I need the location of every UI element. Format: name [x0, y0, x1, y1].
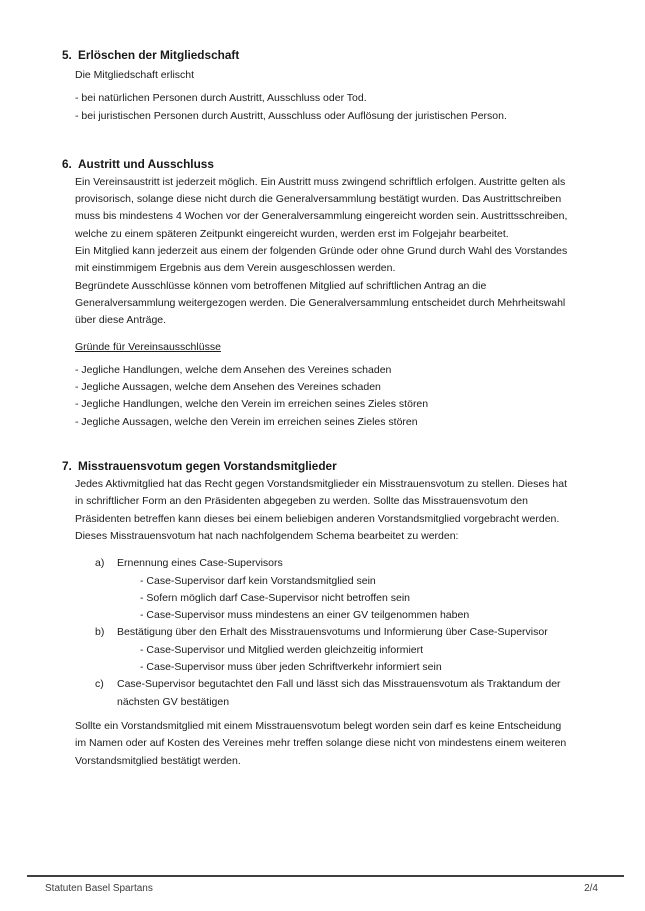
section-6	[62, 155, 589, 431]
section-7-title: Misstrauensvotum gegen Vorstandsmitglieder	[78, 459, 337, 474]
outline-item-label: b)	[95, 626, 105, 639]
bullet-item: - Jegliche Aussagen, welche den Verein im erreichen seines Zieles stören	[75, 415, 418, 428]
outline-sub-item: - Case-Supervisor muss über jeden Schriftverkehr informiert sein	[140, 661, 442, 674]
bullet-item: - Jegliche Handlungen, welche dem Ansehen des Vereines schaden	[75, 363, 392, 376]
outline-sub-item: - Case-Supervisor darf kein Vorstandsmitglied sein	[140, 574, 376, 587]
bullet-item: - bei natürlichen Personen durch Austritt, Ausschluss oder Tod.	[75, 92, 367, 105]
outline-item-label: c)	[95, 678, 104, 691]
page-footer	[27, 875, 624, 895]
section-5-title: Erlöschen der Mitgliedschaft	[78, 48, 240, 62]
section-6-heading	[62, 155, 589, 173]
bullet-item: - Jegliche Aussagen, welche dem Ansehen des Vereines schaden	[75, 381, 381, 394]
outline-sub-item: - Case-Supervisor und Mitglied werden gleichzeitig informiert	[140, 643, 424, 656]
section-7-heading	[62, 457, 589, 475]
paragraph: Ein Mitglied kann jederzeit aus einem der folgenden Gründe oder ohne Grund durch Wahl des Vorstandes mit einstimmigem Ergebnis aus dem Verein ausgeschlossen werden.	[75, 245, 568, 275]
section-5	[62, 46, 589, 125]
section-5-intro: Die Mitgliedschaft erlischt	[75, 69, 195, 81]
section-5-number: 5.	[62, 48, 72, 62]
section-7-body	[75, 476, 575, 545]
outline-sub-item: - Sofern möglich darf Case-Supervisor nicht betroffen sein	[140, 591, 411, 604]
outline-item-b	[95, 624, 582, 641]
section-7	[62, 457, 589, 770]
outline-sub-item: - Case-Supervisor muss mindestens an einer GV teilgenommen haben	[140, 609, 470, 622]
section-7-number: 7.	[62, 459, 72, 474]
paragraph: Ein Vereinsaustritt ist jederzeit möglich. Ein Austritt muss zwingend schriftlich erfolgen. Austritte gelten als provisorisch, solange diese nicht durch die Generalversammlung bestätigt wurden. Das Austrittschreiben muss bis mindestens 4 Wochen vor der Generalversammlung eingereicht worden sein. Austrittsschreiben, welche zu einem späteren Zeitpunkt eingereicht wurden, werden erst im Folgejahr bearbeitet.	[75, 175, 568, 240]
outline-item-text: Bestätigung über den Erhalt des Misstrauensvotums und Informierung über Case-Supervisor	[117, 626, 548, 639]
section-6-number: 6.	[62, 156, 72, 171]
section-5-bullet-list	[75, 90, 575, 125]
outline-item-a	[95, 555, 582, 572]
section-6-body	[75, 174, 575, 330]
section-6-title: Austritt und Ausschluss	[78, 156, 214, 171]
outline-item-text: Ernennung eines Case-Supervisors	[117, 557, 283, 570]
bullet-item: - Jegliche Handlungen, welche den Verein im erreichen seines Zieles stören	[75, 398, 429, 411]
section-7-closing-paragraph: Sollte ein Vorstandsmitglied mit einem Misstrauensvotum belegt worden sein darf es keine Entscheidung im Namen oder auf Kosten des Vereines mehr treffen solange diese nicht von mindestens einem weiteren Vorstandsmitglied bestätigt werden.	[75, 719, 567, 767]
section-7-outline-list	[95, 555, 582, 711]
footer-page-number: 2/4	[584, 883, 598, 894]
section-6-bullet-list	[75, 362, 575, 431]
footer-document-title: Statuten Basel Spartans	[45, 883, 153, 894]
outline-item-label: a)	[95, 557, 105, 570]
paragraph: Begründete Ausschlüsse können vom betroffenen Mitglied auf schriftlichen Antrag an die Generalversammlung weitergezogen werden. Die Generalversammlung entscheidet durch Mehrheitswahl über diese Anträge.	[75, 279, 566, 327]
section-6-subheading: Gründe für Vereinsausschlüsse	[75, 340, 221, 353]
outline-item-c	[95, 676, 582, 711]
outline-item-text: Case-Supervisor begutachtet den Fall und lässt sich das Misstrauensvotum als Traktandum der nächsten GV bestätigen	[117, 678, 561, 708]
section-5-heading	[62, 46, 589, 64]
bullet-item: - bei juristischen Personen durch Austritt, Ausschluss oder Auflösung der juristischen Person.	[75, 109, 507, 122]
paragraph: Jedes Aktivmitglied hat das Recht gegen Vorstandsmitglieder ein Misstrauensvotum zu stellen. Dieses hat in schriftlicher Form an den Präsidenten abgegeben zu werden. Sollte das Misstrauensvotum den Präsidenten betreffen kann dieses bei einem beliebigen anderen Vorstandsmitglied vorgebracht werden. Dieses Misstrauensvotum hat nach nachfolgendem Schema bearbeitet zu werden:	[75, 478, 568, 542]
